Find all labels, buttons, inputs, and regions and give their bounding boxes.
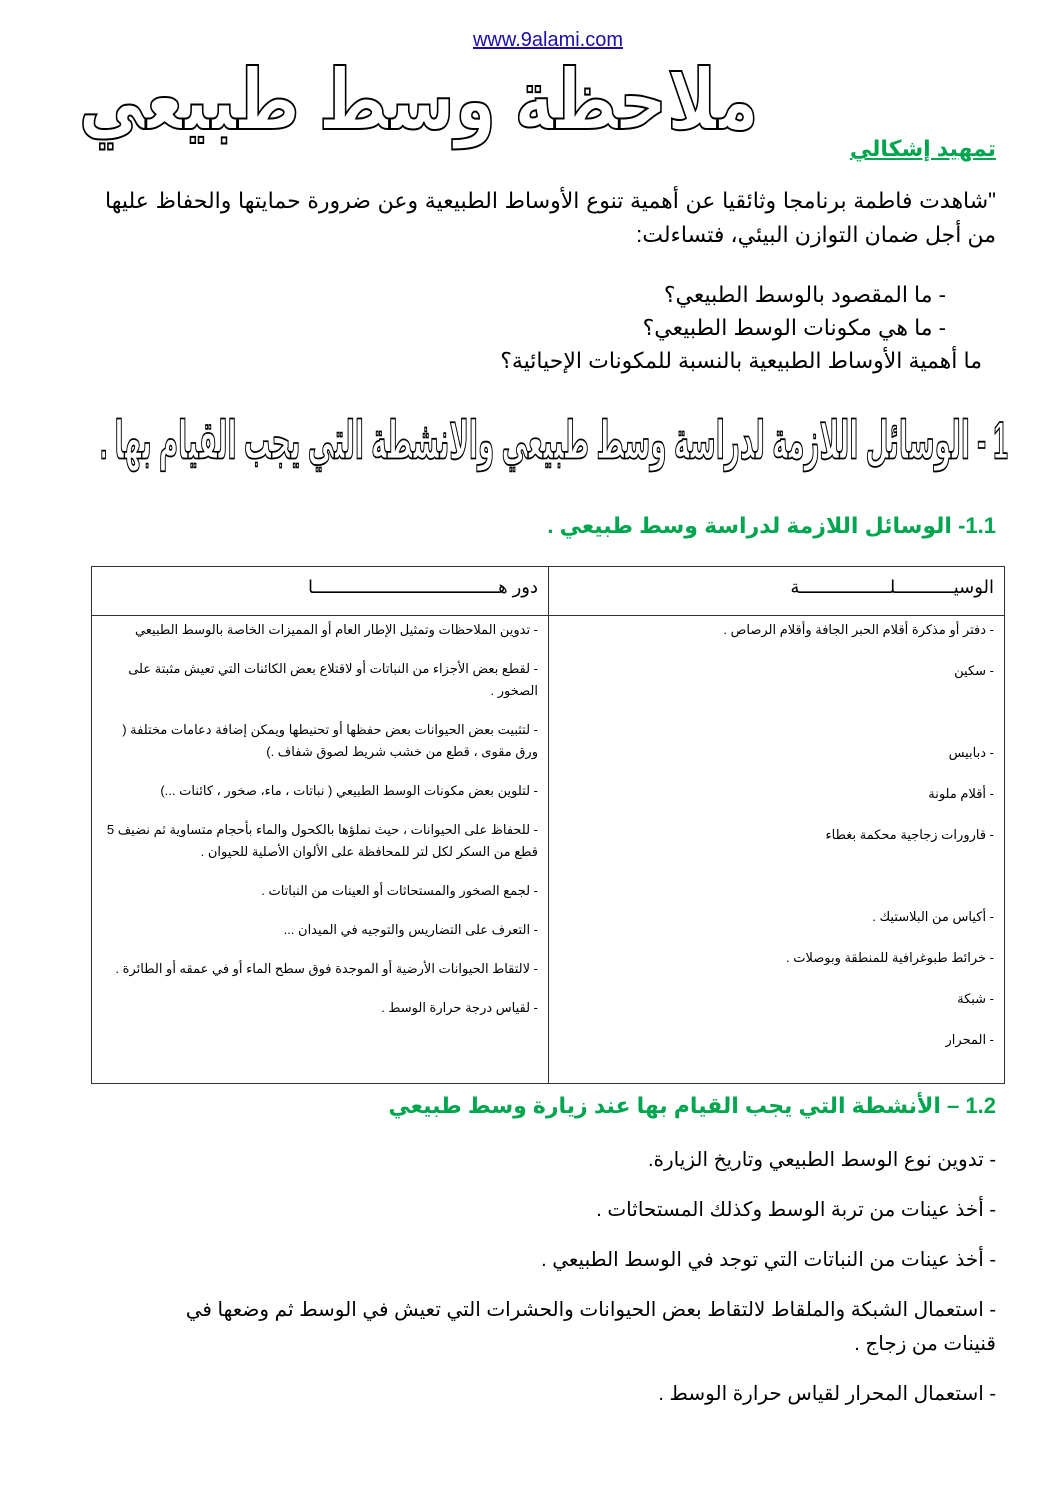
activities-list (138, 1143, 996, 1427)
tool-item: - دفتر أو مذكرة أقلام الحبر الجافة وأقلام الرصاص . (723, 622, 994, 637)
intro-heading: تمهيد إشكالي (849, 136, 996, 161)
role-item: - التعرف على التضاريس والتوجيه في الميدان ... (283, 922, 538, 937)
activity-item: - استعمال المحرار لقياس حرارة الوسط . (658, 1383, 996, 1405)
intro-block (105, 184, 996, 377)
question: - ما المقصود بالوسط الطبيعي؟ (663, 282, 946, 307)
website-link[interactable]: www.9alami.com (472, 29, 624, 51)
activity-item: - أخذ عينات من النباتات التي توجد في الوسط الطبيعي . (541, 1249, 996, 1271)
column-header-role: دور هـــــــــــــــــــــــــــــــــــا (308, 577, 538, 597)
page-title: ملاحظة وسط طبيعي (78, 53, 759, 147)
tool-item: - قارورات زجاجية محكمة بغطاء (825, 827, 994, 842)
role-item: - لجمع الصخور والمستحاثات أو العينات من النباتات . (261, 883, 538, 898)
role-item: - لالتقاط الحيوانات الأرضية أو الموجدة فوق سطح الماء أو في عمقه أو الطائرة . (115, 961, 538, 976)
question: - ما هي مكونات الوسط الطبيعي؟ (642, 315, 946, 340)
column-header-tool: الوسيـــــــــــلـــــــــــــــــة (790, 577, 994, 597)
activity-item: - تدوين نوع الوسط الطبيعي وتاريخ الزيارة. (647, 1149, 996, 1171)
section-1-heading-wrap (100, 408, 1008, 478)
role-item: - للحفاظ على الحيوانات ، حيث نملؤها بالكحول والماء بأحجام متساوية ثم نضيف 5 قطع من السكر لكل لتر للمحافظة على الألوان الأصلية للحيوان . (106, 822, 538, 859)
question: ما أهمية الأوساط الطبيعية بالنسبة للمكونات الإحيائية؟ (500, 348, 982, 373)
section-1-1-heading: 1.1- الوسائل اللازمة لدراسة وسط طبيعي . (547, 513, 996, 538)
tool-item: - المحرار (945, 1032, 994, 1047)
intro-paragraph: "شاهدت فاطمة برنامجا وثائقيا عن أهمية تنوع الأوساط الطبيعية وعن ضرورة حمايتها والحفاظ عليها من أجل ضمان التوازن البيئي، فتساءلت: (105, 188, 996, 247)
role-item: - لقطع بعض الأجزاء من النباتات أو لاقتلاع بعض الكائنات التي تعيش مثبتة على الصخور . (128, 661, 538, 698)
role-item: - لتثبيت بعض الحيوانات بعض حفظها أو تحنيطها ويمكن إضافة دعامات مختلفة ( ورق مقوى ، قطع من خشب شريط لصوق شفاف .) (122, 722, 538, 759)
tool-item: - خرائط طبوغرافية للمنطقة وبوصلات . (785, 950, 994, 965)
tools-table (91, 566, 1005, 1084)
section-1-heading: 1 - الوسائل اللازمة لدراسة وسط طبيعي والانشطة التي يجب القيام بها . (100, 411, 1008, 471)
role-item: - تدوين الملاحظات وتمثيل الإطار العام أو المميزات الخاصة بالوسط الطبيعي (134, 622, 538, 637)
tools-column (564, 619, 994, 1070)
section-1-2-heading: 1.2 – الأنشطة التي يجب القيام بها عند زيارة وسط طبيعي (388, 1093, 996, 1118)
roles-column (100, 619, 538, 1036)
tool-item: - أكياس من البلاستيك . (872, 909, 994, 924)
activity-item: - استعمال الشبكة والملقاط لالتقاط بعض الحيوانات والحشرات التي تعيش في الوسط ثم وضعها في قنينات من زجاج . (185, 1299, 996, 1355)
role-item: - لقياس درجة حرارة الوسط . (381, 1000, 538, 1015)
activity-item: - أخذ عينات من تربة الوسط وكذلك المستحاثات . (596, 1199, 996, 1221)
role-item: - لتلوين بعض مكونات الوسط الطبيعي ( نباتات ، ماء، صخور ، كائنات ...) (160, 783, 538, 798)
tool-item: - أقلام ملونة (928, 786, 994, 801)
tool-item: - شبكة (957, 991, 994, 1006)
tool-item: - دبابيس (948, 745, 994, 760)
tool-item: - سكين (954, 663, 994, 678)
